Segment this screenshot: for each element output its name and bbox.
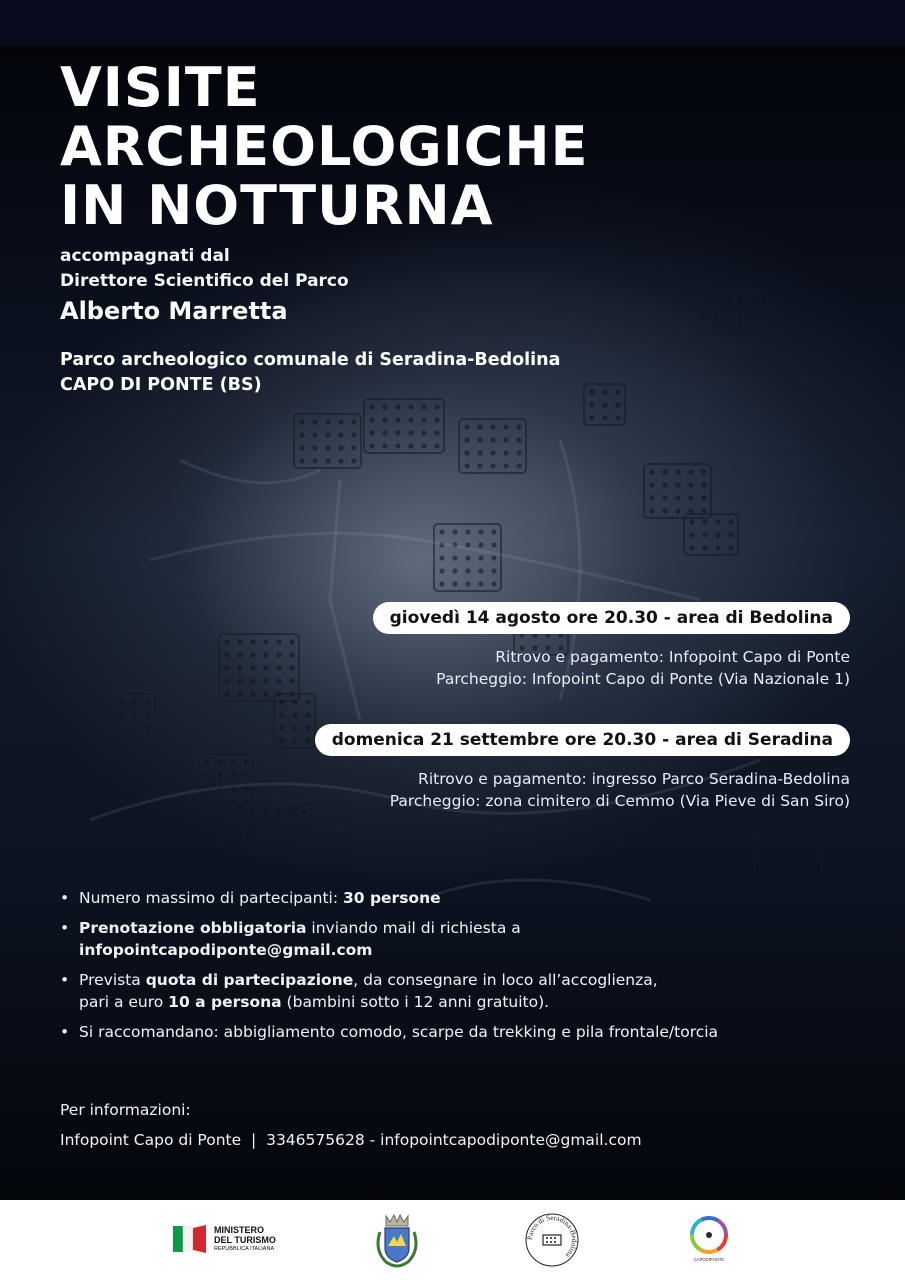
event-2-date-pill: domenica 21 settembre ore 20.30 - area di Seradina bbox=[315, 724, 850, 756]
info-bullets bbox=[60, 887, 840, 1051]
bullet-recommendations: • Si raccomandano: abbigliamento comodo, scarpe da trekking e pila frontale/torcia bbox=[60, 1021, 840, 1043]
poster-title bbox=[60, 58, 589, 235]
event-2-meeting: Ritrovo e pagamento: ingresso Parco Seradina-Bedolina bbox=[418, 770, 850, 788]
contact-info bbox=[60, 1095, 642, 1155]
event-2-parking: Parcheggio: zona cimitero di Cemmo (Via Pieve di San Siro) bbox=[389, 792, 850, 810]
event-1-date-pill: giovedì 14 agosto ore 20.30 - area di Bedolina bbox=[373, 602, 850, 634]
subtitle-line-2: Direttore Scientifico del Parco bbox=[60, 271, 349, 291]
location-town: CAPO DI PONTE (BS) bbox=[60, 375, 262, 395]
event-1-details bbox=[436, 646, 850, 690]
location bbox=[60, 348, 560, 398]
title-line-2: ARCHEOLOGICHE bbox=[60, 115, 589, 178]
guide-name: Alberto Marretta bbox=[60, 297, 288, 325]
location-park: Parco archeologico comunale di Seradina-Bedolina bbox=[60, 350, 561, 370]
contact-details: Infopoint Capo di Ponte | 3346575628 - infopointcapodiponte@gmail.com bbox=[60, 1131, 642, 1149]
park-seal-icon bbox=[524, 1212, 580, 1268]
svg-text:Parco di Seradina-Bedolina: Parco di Seradina-Bedolina bbox=[525, 1213, 579, 1260]
ministry-logo: MINISTERO DEL TURISMO REPUBBLICA ITALIANA bbox=[170, 1222, 290, 1256]
event-2-details bbox=[390, 768, 850, 812]
subtitle bbox=[60, 244, 349, 294]
title-line-1: VISITE bbox=[60, 56, 261, 119]
capodiponte-logo-icon bbox=[684, 1214, 734, 1264]
municipal-crest-icon bbox=[372, 1210, 422, 1268]
bullet-fee: • Prevista quota di partecipazione, da consegnare in loco all’accoglienza, pari a euro 10 a persona (bambini sotto i 12 anni gratuito). bbox=[60, 969, 840, 1013]
booking-email: infopointcapodiponte@gmail.com bbox=[79, 941, 373, 959]
event-1-meeting: Ritrovo e pagamento: Infopoint Capo di Ponte bbox=[495, 648, 850, 666]
subtitle-line-1: accompagnati dal bbox=[60, 246, 230, 266]
bullet-booking: • Prenotazione obbligatoria inviando mail di richiesta a infopointcapodiponte@gmail.com bbox=[60, 917, 840, 961]
bullet-max-participants: • Numero massimo di partecipanti: 30 persone bbox=[60, 887, 840, 909]
contact-heading: Per informazioni: bbox=[60, 1101, 191, 1119]
sponsor-footer bbox=[0, 1200, 905, 1280]
italian-flag-icon bbox=[170, 1222, 210, 1256]
event-1-parking: Parcheggio: Infopoint Capo di Ponte (Via Nazionale 1) bbox=[436, 670, 850, 688]
title-line-3: IN NOTTURNA bbox=[60, 174, 494, 237]
svg-text:CAPODIPONTE: CAPODIPONTE bbox=[693, 1257, 725, 1262]
